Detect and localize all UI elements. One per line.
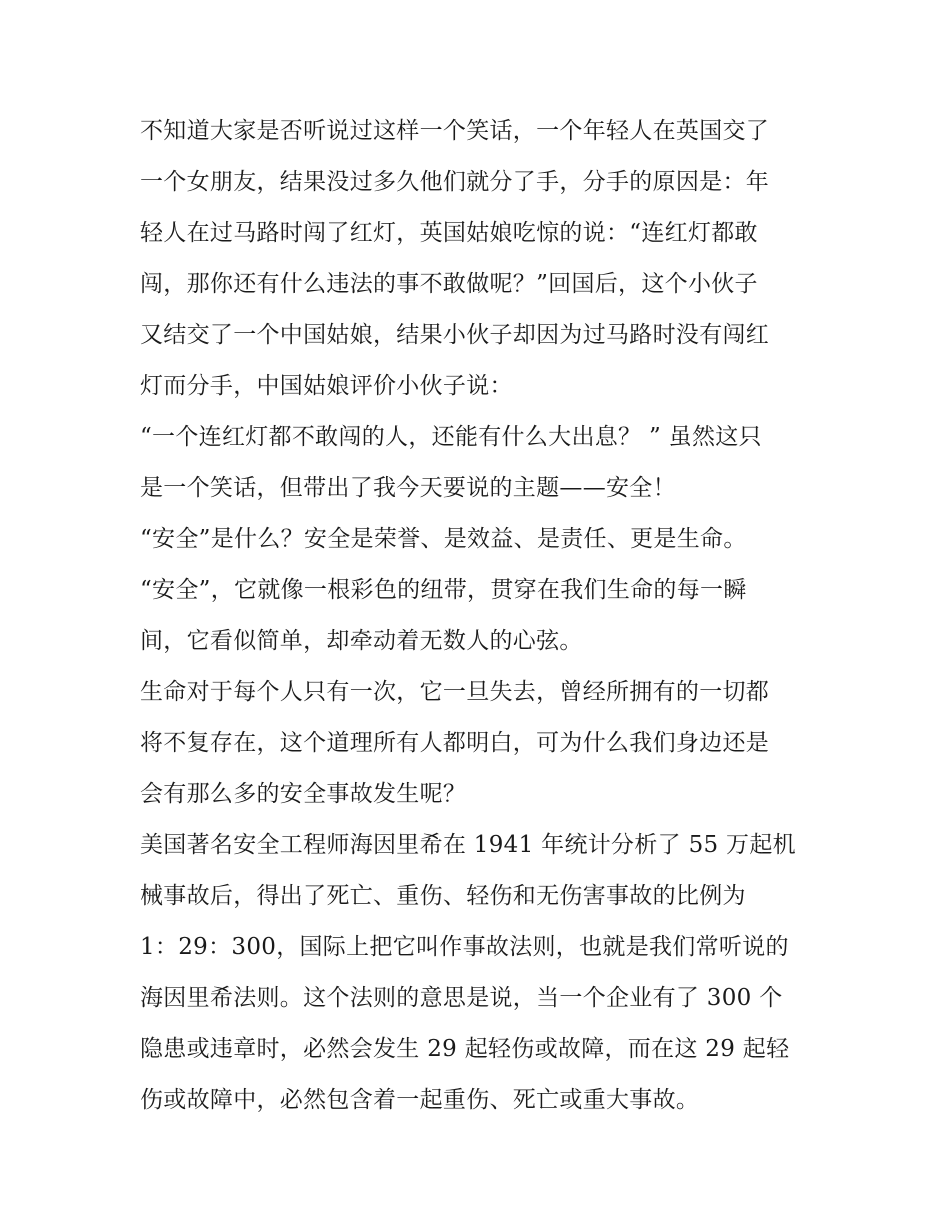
text-line: 间，它看似简单，却牵动着无数人的心弦。 <box>140 628 583 654</box>
text-line: 灯而分手，中国姑娘评价小伙子说： <box>140 373 513 399</box>
text-line: “安全”，它就像一根彩色的纽带，贯穿在我们生命的每一瞬 <box>140 577 747 603</box>
text-line: 会有那么多的安全事故发生呢？ <box>140 781 467 807</box>
text-line: 1：29：300，国际上把它叫作事故法则，也就是我们常听说的 <box>140 934 789 960</box>
text-line: 是一个笑话，但带出了我今天要说的主题——安全！ <box>140 475 676 501</box>
text-line: 又结交了一个中国姑娘，结果小伙子却因为过马路时没有闯红 <box>140 322 770 348</box>
text-line: 闯，那你还有什么违法的事不敢做呢？”回国后，这个小伙子 <box>140 271 758 297</box>
text-line: 轻人在过马路时闯了红灯，英国姑娘吃惊的说：“连红灯都敢 <box>140 220 758 246</box>
text-line: 一个女朋友，结果没过多久他们就分了手，分手的原因是：年 <box>140 169 770 195</box>
text-line: “安全”是什么？安全是荣誉、是效益、是责任、更是生命。 <box>140 526 747 552</box>
text-line: 械事故后，得出了死亡、重伤、轻伤和无伤害事故的比例为 <box>140 883 746 909</box>
text-line: 生命对于每个人只有一次，它一旦失去，曾经所拥有的一切都 <box>140 679 770 705</box>
text-line: “一个连红灯都不敢闯的人，还能有什么大出息？ ” 虽然这只 <box>140 424 762 450</box>
text-line: 隐患或违章时，必然会发生 29 起轻伤或故障，而在这 29 起轻 <box>140 1036 790 1062</box>
text-line: 伤或故障中，必然包含着一起重伤、死亡或重大事故。 <box>140 1087 700 1113</box>
text-line: 将不复存在，这个道理所有人都明白，可为什么我们身边还是 <box>140 730 770 756</box>
text-line: 美国著名安全工程师海因里希在 1941 年统计分析了 55 万起机 <box>140 832 796 858</box>
text-line: 不知道大家是否听说过这样一个笑话，一个年轻人在英国交了 <box>140 118 770 144</box>
text-line: 海因里希法则。这个法则的意思是说，当一个企业有了 300 个 <box>140 985 783 1011</box>
document-body <box>140 106 815 1126</box>
